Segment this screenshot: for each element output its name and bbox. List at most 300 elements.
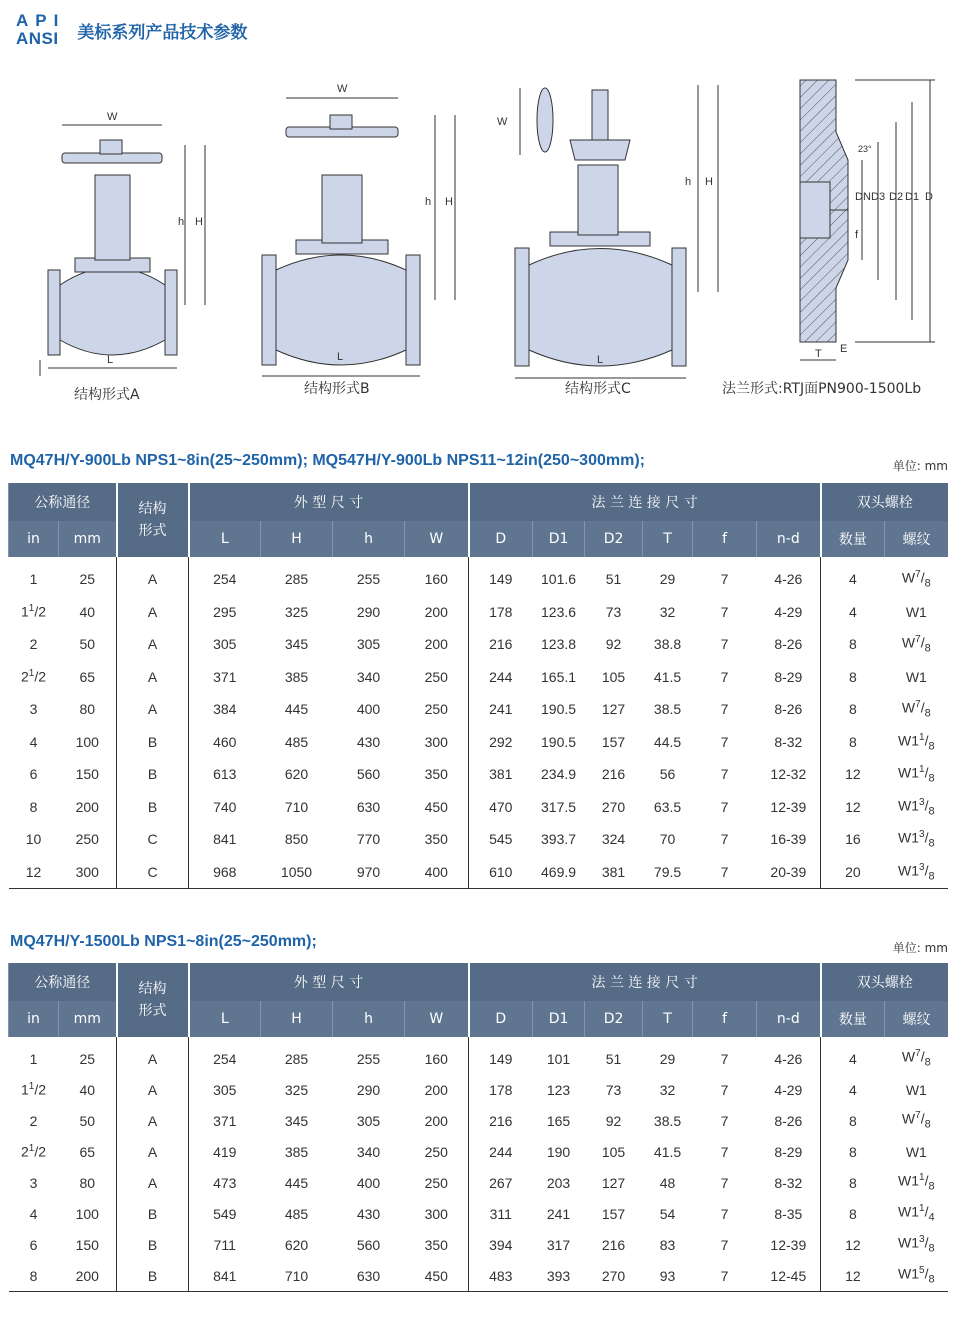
- cell-thread-num: 1: [919, 731, 925, 743]
- th-sub-7: D1: [533, 521, 585, 557]
- cell-in: $2^1/2$: [20, 1143, 47, 1160]
- cell-in-den: 2: [38, 1081, 47, 1098]
- cell-d1: 234.9: [541, 766, 577, 783]
- table2-unit: 单位: mm: [892, 941, 948, 955]
- cell-d1: 241: [546, 1205, 571, 1222]
- cell-form: B: [117, 1198, 189, 1229]
- th-bolts: 双头螺栓: [821, 483, 948, 521]
- cell-qty: 4: [821, 557, 885, 596]
- cell-mm: 150: [75, 1236, 99, 1253]
- cell-thread-base: W1: [905, 668, 927, 685]
- cell-t: 38.5: [653, 1112, 682, 1129]
- cell-l: 473: [189, 1167, 261, 1198]
- cell-qty: 4: [821, 596, 885, 629]
- cell-f: 7: [720, 863, 729, 880]
- table-row: [9, 758, 949, 791]
- cell-in: [9, 1037, 59, 1074]
- cell-d: 292: [469, 726, 533, 759]
- cell-nd: 16-39: [770, 831, 807, 848]
- th-sub-9: T: [643, 521, 693, 557]
- cell-form: B: [117, 726, 189, 759]
- cell-d1: 190: [546, 1143, 571, 1160]
- th-form: [117, 483, 189, 557]
- cell-in-whole: 3: [29, 1174, 38, 1191]
- table-row: [9, 823, 949, 856]
- cell-l: 295: [189, 596, 261, 629]
- cell-h: 345: [284, 636, 309, 653]
- cell-thread-den: 8: [924, 1118, 931, 1131]
- cell-mm: 25: [79, 571, 96, 588]
- cell-in-num: 1: [28, 1081, 35, 1093]
- th-sub-4: h: [333, 521, 405, 557]
- cell-t: 41.5: [653, 1143, 682, 1160]
- cell-h: 385: [284, 668, 309, 685]
- table-row: [9, 1074, 949, 1105]
- cell-in-whole: 2: [29, 1112, 38, 1129]
- cell-in: [9, 823, 59, 856]
- cell-w: 300: [424, 1205, 448, 1222]
- cell-d2: 127: [601, 1174, 626, 1191]
- cell-thread-num: 3: [919, 829, 925, 841]
- dim-w-a: W: [107, 111, 118, 123]
- cell-d1: 101.6: [541, 571, 577, 588]
- cell-thread-base: W1: [905, 603, 927, 620]
- cell-thread-num: 5: [919, 1265, 925, 1277]
- cell-thread-den: 8: [928, 837, 935, 850]
- cell-f: 7: [720, 1267, 729, 1284]
- cell-thread-base: W1: [898, 797, 920, 814]
- cell-f: 7: [720, 1112, 729, 1129]
- table-row: [9, 1105, 949, 1136]
- cell-thread-base: W1: [898, 732, 920, 749]
- cell-nd: 4-26: [774, 571, 803, 588]
- th-sub-10: f: [693, 521, 757, 557]
- cell-w: 200: [424, 1112, 448, 1129]
- cell-form: A: [117, 1037, 189, 1074]
- cell-in: [9, 856, 59, 889]
- th-sub-5: W: [405, 1001, 469, 1037]
- cell-nd: 8-29: [774, 1143, 803, 1160]
- cell-h: 290: [356, 1081, 381, 1098]
- cell-l: 613: [189, 758, 261, 791]
- cell-h: 445: [284, 701, 309, 718]
- cell-in-whole: 10: [25, 831, 42, 848]
- cell-thread-den: 4: [928, 1211, 935, 1224]
- th-sub-1: mm: [59, 1001, 117, 1037]
- cell-l: 460: [189, 726, 261, 759]
- dim-d: D: [925, 191, 933, 203]
- cell-thread: $W1^3/_8$: [898, 829, 935, 850]
- cell-f: 7: [720, 571, 729, 588]
- cell-t: 41.5: [653, 668, 682, 685]
- cell-form: A: [117, 1074, 189, 1105]
- cell-d2: 73: [605, 1081, 622, 1098]
- th-sub-13: 螺纹: [885, 1001, 948, 1037]
- cell-thread-num: 3: [919, 796, 925, 808]
- cell-d: 216: [469, 628, 533, 661]
- cell-h: 325: [284, 1081, 309, 1098]
- table-row: [9, 1167, 949, 1198]
- valve-form-c: [515, 85, 718, 378]
- cell-in-whole: 2: [20, 1143, 29, 1160]
- cell-in-den: 2: [38, 604, 47, 621]
- cell-thread-num: 3: [919, 1234, 925, 1246]
- th-sub-12: 数量: [821, 521, 885, 557]
- cell-d1: 165: [546, 1112, 571, 1129]
- cell-nd: 12-39: [770, 798, 807, 815]
- cell-d2: 216: [601, 1236, 626, 1253]
- cell-h: 340: [356, 668, 381, 685]
- cell-t: 29: [659, 571, 676, 588]
- th-flange: 法 兰 连 接 尺 寸: [469, 483, 821, 521]
- cell-thread: $W1^3/_8$: [898, 861, 935, 882]
- cell-thread-den: 8: [924, 707, 931, 720]
- cell-thread-den: 8: [928, 772, 935, 785]
- cell-l: 371: [189, 1105, 261, 1136]
- th-nominal: 公称通径: [9, 963, 117, 1001]
- table-row: [9, 661, 949, 694]
- cell-h: 710: [284, 1267, 309, 1284]
- cell-d: 178: [469, 596, 533, 629]
- cell-d1: 317.5: [541, 798, 577, 815]
- cell-d: 241: [469, 693, 533, 726]
- dim-w-b: W: [337, 83, 348, 95]
- cell-w: 160: [424, 571, 448, 588]
- cell-thread-base: W1: [898, 1234, 920, 1251]
- cell-h: 850: [284, 831, 309, 848]
- cell-d2: 105: [601, 1143, 626, 1160]
- cell-w: 250: [424, 1174, 448, 1191]
- cell-in-whole: 6: [29, 1236, 38, 1253]
- cell-thread: $W1^1/_4$: [898, 1203, 935, 1224]
- table-row: [9, 1229, 949, 1260]
- cell-form: A: [117, 1136, 189, 1167]
- cell-qty: 8: [821, 661, 885, 694]
- cell-h: 285: [284, 1050, 309, 1067]
- cell-thread-num: 1: [919, 764, 925, 776]
- cell-thread-num: 7: [915, 699, 921, 711]
- cell-mm: 65: [79, 1143, 96, 1160]
- cell-w: 160: [424, 1050, 448, 1067]
- table-row: [9, 1037, 949, 1074]
- cell-w: 250: [424, 701, 448, 718]
- cell-form: A: [117, 596, 189, 629]
- spec-table-1500lb: [8, 963, 948, 1292]
- cell-h: 340: [356, 1143, 381, 1160]
- cell-f: 7: [720, 733, 729, 750]
- dim-h-b: h: [425, 196, 432, 208]
- cell-d2: 51: [605, 1050, 622, 1067]
- cell-h: 255: [356, 571, 381, 588]
- cell-thread: $W^7/_8$: [901, 569, 931, 590]
- table-row: [9, 1198, 949, 1229]
- cell-thread-den: 8: [924, 577, 931, 590]
- cell-in: [9, 1198, 59, 1229]
- cell-form: A: [117, 1167, 189, 1198]
- cell-h: 1050: [280, 863, 313, 880]
- cell-thread: [885, 661, 948, 694]
- cell-t: 54: [659, 1205, 676, 1222]
- page-header: [16, 12, 247, 48]
- cell-l: 968: [189, 856, 261, 889]
- dim-dn: DN: [855, 191, 871, 203]
- cell-in: $2^1/2$: [20, 668, 47, 686]
- cell-l: 305: [189, 628, 261, 661]
- table1-title: MQ47H/Y-900Lb NPS1~8in(25~250mm); MQ547H/Y-900Lb NPS11~12in(250~300mm);: [10, 452, 645, 469]
- cell-nd: 12-39: [770, 1236, 807, 1253]
- cell-d1: 165.1: [541, 668, 577, 685]
- cell-d2: 92: [605, 636, 622, 653]
- table-row: [9, 1260, 949, 1292]
- cell-h: 630: [356, 798, 381, 815]
- caption-flange: 法兰形式:RTJ面PN900-1500Lb: [722, 381, 922, 397]
- cell-thread: $W^7/_8$: [901, 1048, 931, 1069]
- cell-l: 711: [189, 1229, 261, 1260]
- table-row: [9, 726, 949, 759]
- dim-l-c: L: [597, 354, 604, 366]
- cell-f: 7: [720, 798, 729, 815]
- cell-nd: 20-39: [770, 863, 807, 880]
- th-sub-13: 螺纹: [885, 521, 948, 557]
- cell-qty: 12: [821, 758, 885, 791]
- cell-thread-base: W: [901, 569, 916, 586]
- dim-d2: D2: [889, 191, 904, 203]
- th-sub-4: h: [333, 1001, 405, 1037]
- cell-h: 770: [356, 831, 381, 848]
- cell-nd: 4-29: [774, 1081, 803, 1098]
- dim-h-c: h: [685, 176, 692, 188]
- cell-in: $1^1/2$: [20, 603, 47, 621]
- cell-l: 305: [189, 1074, 261, 1105]
- cell-thread: $W1^3/_8$: [898, 1234, 935, 1255]
- cell-h: 970: [356, 863, 381, 880]
- table-row: [9, 791, 949, 824]
- cell-mm: 200: [75, 1267, 99, 1284]
- cell-in: [9, 726, 59, 759]
- cell-nd: 4-26: [774, 1050, 803, 1067]
- cell-l: 841: [189, 823, 261, 856]
- th-form-label: 结构形式: [138, 501, 167, 539]
- cell-d2: 270: [601, 798, 626, 815]
- cell-in: [9, 1229, 59, 1260]
- cell-qty: 20: [821, 856, 885, 889]
- page-title: 美标系列产品技术参数: [77, 22, 248, 43]
- cell-nd: 8-29: [774, 668, 803, 685]
- th-sub-0: in: [9, 521, 59, 557]
- cell-qty: 8: [821, 693, 885, 726]
- cell-d: 470: [469, 791, 533, 824]
- cell-in-whole: 1: [20, 604, 29, 621]
- cell-in-den: 2: [38, 1143, 47, 1160]
- cell-w: 350: [424, 831, 448, 848]
- cell-qty: 8: [821, 1167, 885, 1198]
- dim-angle: 23°: [858, 144, 872, 154]
- cell-qty: 8: [821, 1136, 885, 1167]
- cell-h: 345: [284, 1112, 309, 1129]
- cell-h: 445: [284, 1174, 309, 1191]
- cell-thread: $W1^1/_8$: [898, 1172, 935, 1193]
- cell-t: 56: [659, 766, 676, 783]
- valve-drawings: [0, 60, 960, 405]
- cell-thread-den: 8: [928, 869, 935, 882]
- cell-f: 7: [720, 1205, 729, 1222]
- caption-form-c: 结构形式C: [565, 381, 631, 397]
- cell-nd: 8-32: [774, 733, 803, 750]
- cell-h: 305: [356, 1112, 381, 1129]
- cell-l: 254: [189, 1037, 261, 1074]
- cell-h: 305: [356, 636, 381, 653]
- cell-nd: 8-32: [774, 1174, 803, 1191]
- cell-d: 178: [469, 1074, 533, 1105]
- cell-d1: 317: [546, 1236, 571, 1253]
- cell-thread-base: W1: [898, 1265, 920, 1282]
- table-row: [9, 1136, 949, 1167]
- cell-nd: 12-32: [770, 766, 807, 783]
- cell-mm: 80: [79, 1174, 96, 1191]
- cell-form: B: [117, 1260, 189, 1292]
- cell-d: 381: [469, 758, 533, 791]
- cell-thread-num: 7: [915, 1110, 921, 1122]
- cell-thread-base: W1: [898, 829, 920, 846]
- cell-thread-num: 1: [919, 1203, 925, 1215]
- cell-t: 44.5: [653, 733, 682, 750]
- cell-h: 325: [284, 603, 309, 620]
- cell-mm: 50: [79, 1112, 96, 1129]
- dim-t: T: [815, 348, 822, 360]
- cell-nd: 8-26: [774, 636, 803, 653]
- dim-hh-b: H: [445, 196, 453, 208]
- cell-thread-num: 7: [915, 634, 921, 646]
- dim-hh-c: H: [705, 176, 713, 188]
- cell-thread: $W^7/_8$: [901, 1110, 931, 1131]
- cell-h: 485: [284, 1205, 309, 1222]
- cell-in: $1^1/2$: [20, 1081, 47, 1098]
- cell-mm: 65: [79, 668, 96, 685]
- cell-l: 419: [189, 1136, 261, 1167]
- cell-in: [9, 1260, 59, 1292]
- cell-t: 70: [659, 831, 676, 848]
- th-sub-10: f: [693, 1001, 757, 1037]
- cell-h: 255: [356, 1050, 381, 1067]
- cell-form: B: [117, 758, 189, 791]
- cell-nd: 8-35: [774, 1205, 803, 1222]
- cell-l: 371: [189, 661, 261, 694]
- cell-w: 350: [424, 766, 448, 783]
- cell-d: 216: [469, 1105, 533, 1136]
- cell-f: 7: [720, 831, 729, 848]
- th-form: [117, 963, 189, 1037]
- cell-l: 740: [189, 791, 261, 824]
- th-sub-2: L: [189, 521, 261, 557]
- cell-d: 483: [469, 1260, 533, 1292]
- cell-w: 200: [424, 1081, 448, 1098]
- th-sub-1: mm: [59, 521, 117, 557]
- dim-w-c: W: [497, 116, 508, 128]
- cell-mm: 40: [79, 603, 96, 620]
- dim-d1: D1: [905, 191, 920, 203]
- cell-thread: [885, 1136, 948, 1167]
- cell-l: 254: [189, 557, 261, 596]
- cell-d1: 393: [546, 1267, 571, 1284]
- cell-d1: 469.9: [541, 863, 577, 880]
- cell-mm: 250: [75, 831, 99, 848]
- cell-in-num: 1: [28, 603, 35, 615]
- cell-form: A: [117, 661, 189, 694]
- cell-f: 7: [720, 701, 729, 718]
- cell-d2: 105: [601, 668, 626, 685]
- th-sub-8: D2: [585, 1001, 643, 1037]
- cell-w: 450: [424, 798, 448, 815]
- cell-t: 38.8: [653, 636, 682, 653]
- th-sub-5: W: [405, 521, 469, 557]
- api-ansi-logo: [16, 12, 65, 48]
- cell-f: 7: [720, 1143, 729, 1160]
- cell-nd: 8-26: [774, 701, 803, 718]
- flange-section: [800, 80, 935, 360]
- th-sub-2: L: [189, 1001, 261, 1037]
- dim-d3: D3: [871, 191, 886, 203]
- valve-form-a: [40, 125, 177, 376]
- cell-l: 549: [189, 1198, 261, 1229]
- cell-thread-den: 8: [928, 804, 935, 817]
- th-sub-8: D2: [585, 521, 643, 557]
- cell-in: [9, 557, 59, 596]
- cell-d2: 92: [605, 1112, 622, 1129]
- cell-mm: 150: [75, 766, 99, 783]
- cell-w: 200: [424, 636, 448, 653]
- cell-d1: 101: [546, 1050, 571, 1067]
- cell-qty: 12: [821, 1229, 885, 1260]
- cell-thread: $W1^1/_8$: [898, 731, 935, 752]
- cell-form: B: [117, 1229, 189, 1260]
- th-sub-11: n-d: [757, 521, 821, 557]
- cell-form: B: [117, 791, 189, 824]
- cell-thread-base: W1: [905, 1081, 927, 1098]
- cell-d: 311: [469, 1198, 533, 1229]
- th-flange: 法 兰 连 接 尺 寸: [469, 963, 821, 1001]
- cell-d: 610: [469, 856, 533, 889]
- cell-in: [9, 628, 59, 661]
- cell-in-whole: 8: [29, 1267, 38, 1284]
- cell-w: 200: [424, 603, 448, 620]
- cell-h: 620: [284, 1236, 309, 1253]
- cell-thread-base: W1: [898, 764, 920, 781]
- cell-h: 430: [356, 1205, 381, 1222]
- cell-mm: 200: [75, 798, 99, 815]
- cell-in-whole: 4: [29, 1205, 38, 1222]
- cell-d2: 157: [601, 733, 626, 750]
- cell-f: 7: [720, 1081, 729, 1098]
- cell-h: 630: [356, 1267, 381, 1284]
- cell-in: [9, 1167, 59, 1198]
- cell-form: A: [117, 1105, 189, 1136]
- cell-in-whole: 1: [29, 571, 38, 588]
- cell-in-whole: 12: [25, 863, 42, 880]
- cell-mm: 300: [75, 863, 99, 880]
- cell-mm: 40: [79, 1081, 96, 1098]
- cell-form: C: [117, 856, 189, 889]
- cell-in-whole: 1: [20, 1081, 29, 1098]
- cell-in-whole: 3: [29, 701, 38, 718]
- dim-e: E: [840, 343, 848, 355]
- cell-f: 7: [720, 1050, 729, 1067]
- th-sub-7: D1: [533, 1001, 585, 1037]
- cell-in-num: 1: [28, 1143, 35, 1155]
- cell-qty: 16: [821, 823, 885, 856]
- th-sub-6: D: [469, 1001, 533, 1037]
- cell-d: 149: [469, 557, 533, 596]
- cell-l: 384: [189, 693, 261, 726]
